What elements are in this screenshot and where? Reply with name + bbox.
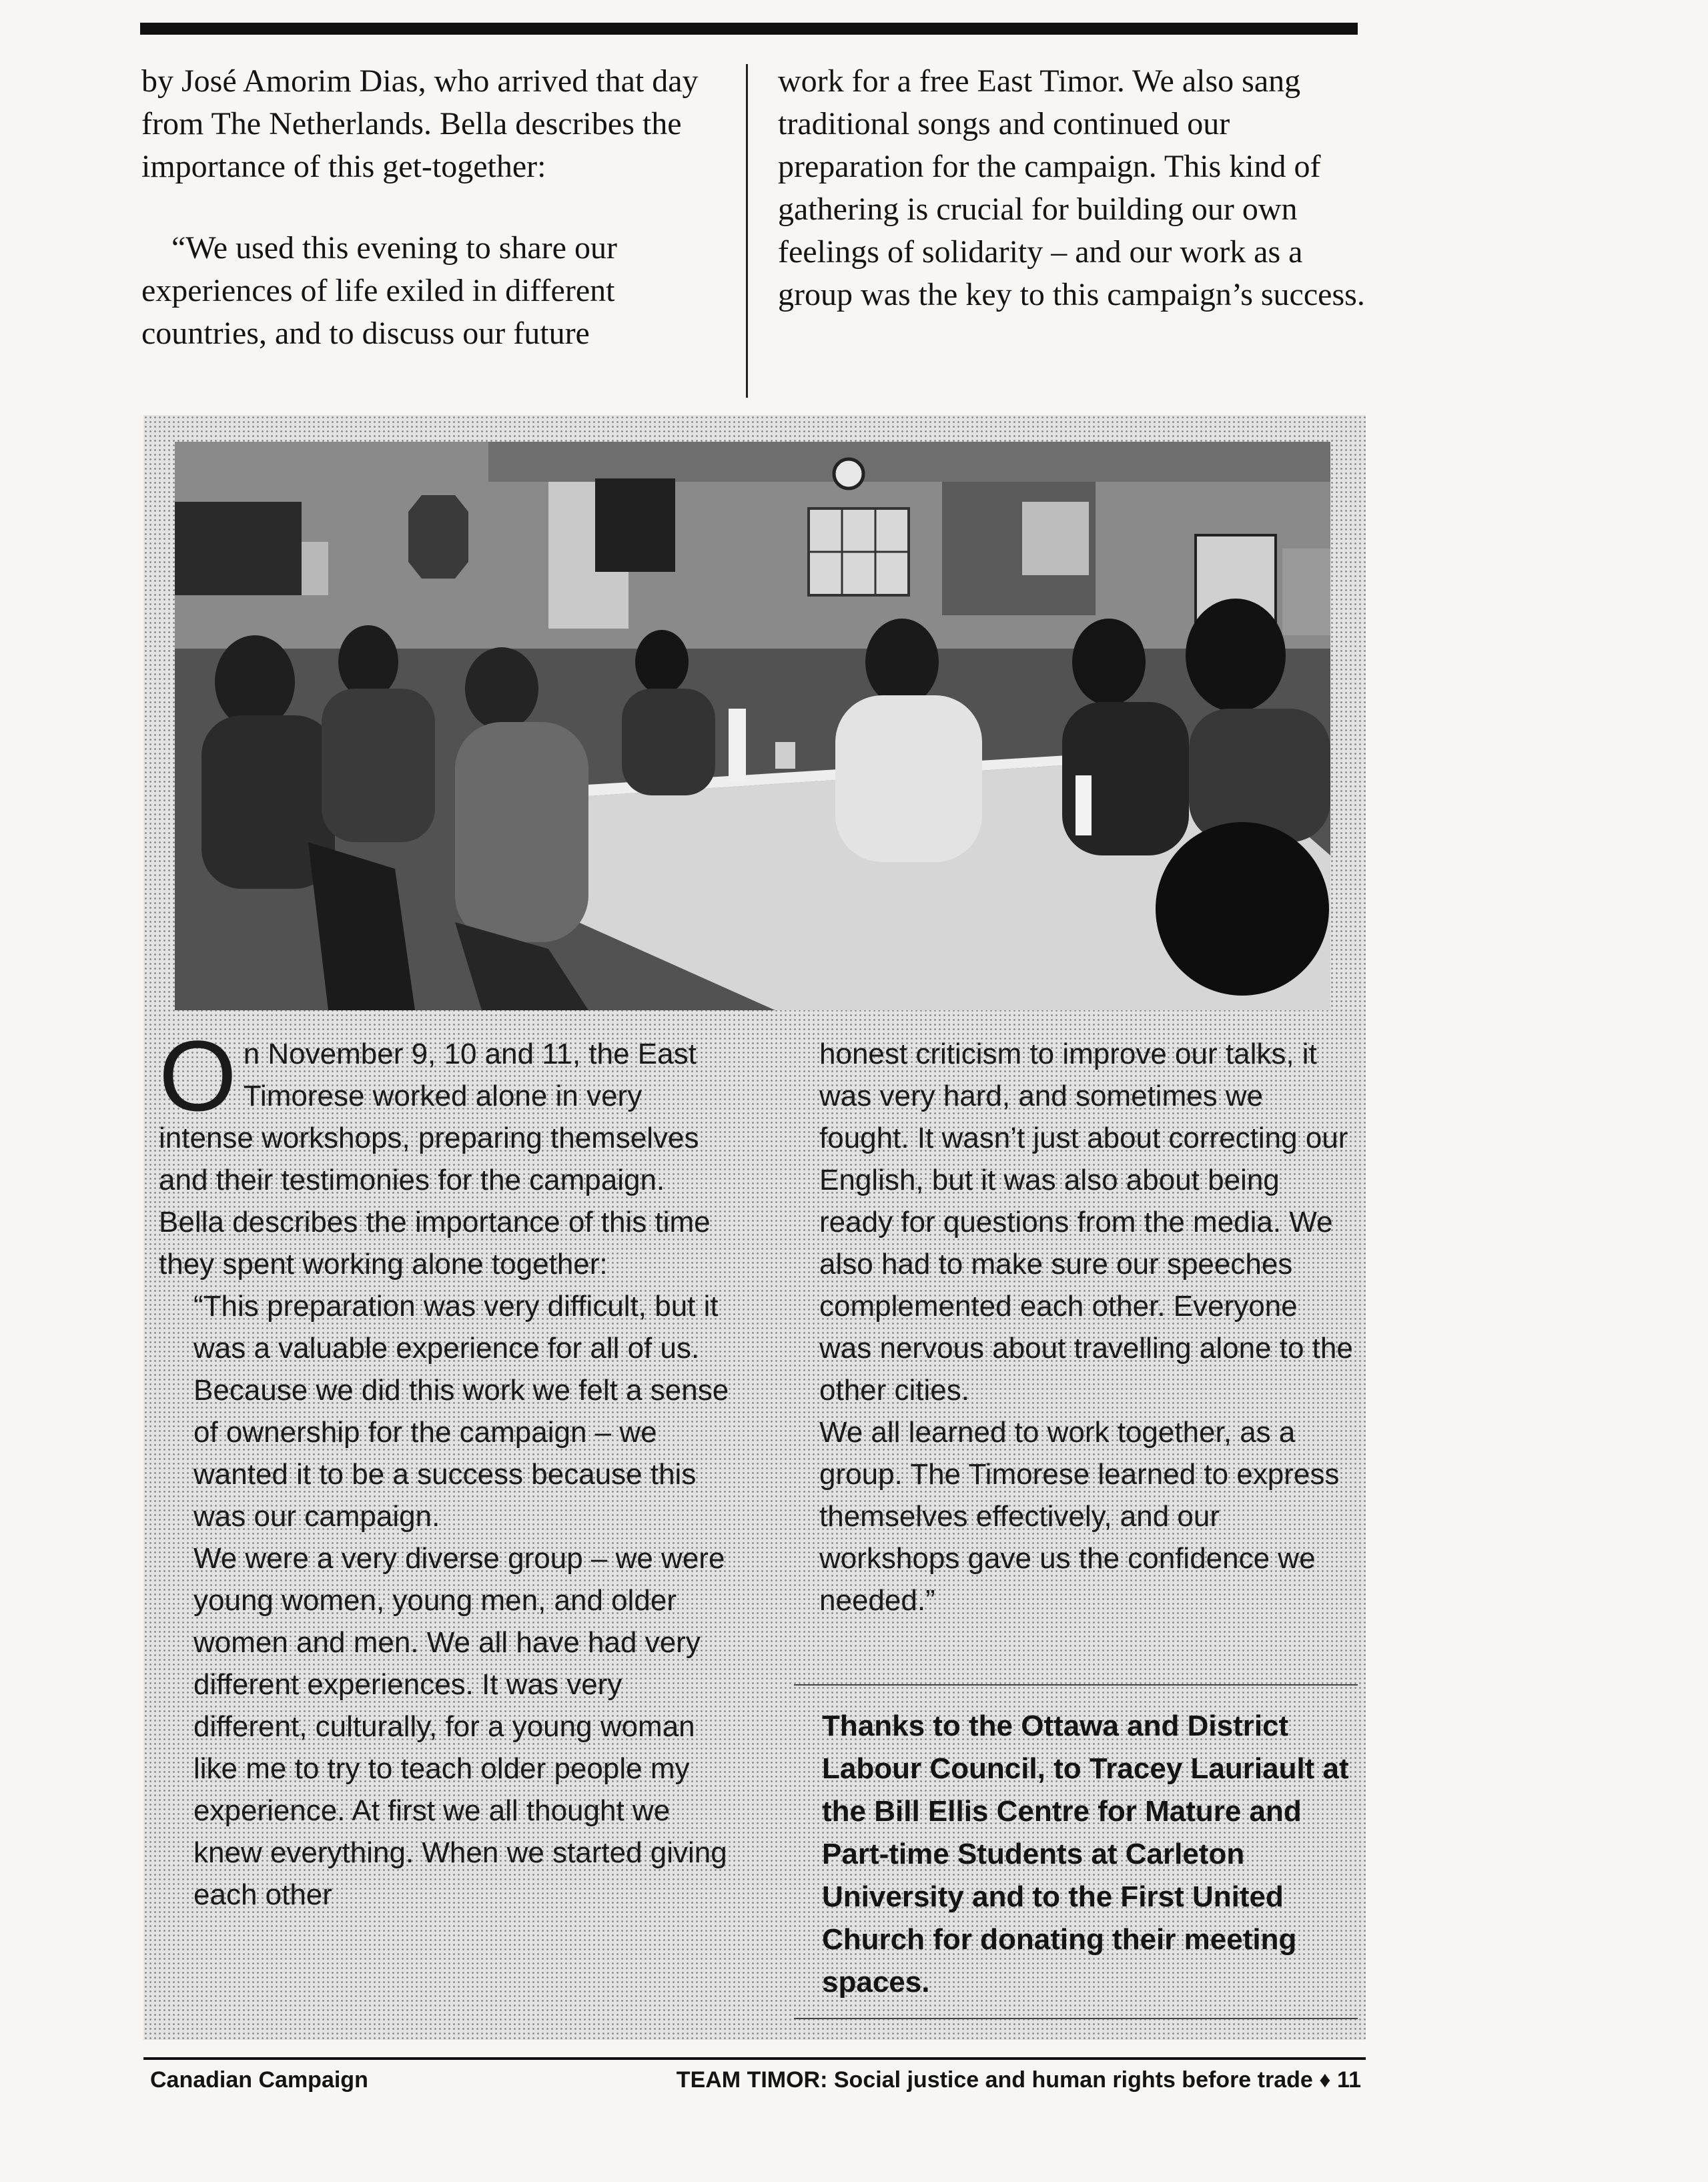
footer-page-title: TEAM TIMOR: Social justice and human rights before trade ♦ 11 (676, 2067, 1361, 2093)
paragraph: by José Amorim Dias, who arrived that day from The Netherlands. Bella describes the importance of this get-together: (141, 63, 699, 184)
footer-rule (143, 2057, 1366, 2060)
top-right-column (778, 60, 1365, 316)
article-intro (159, 1020, 733, 1285)
group-meeting-photo (175, 442, 1330, 1010)
acknowledgement-box: Thanks to the Ottawa and District Labour Council, to Tracey Lauriault at the Bill Ellis Centre for Mature and Part-time Students at Carleton University and to the First United Church for donating their meeting spaces. (822, 1710, 1349, 1998)
quote-block (159, 1285, 733, 1916)
quote-paragraph: honest criticism to improve our talks, it was very hard, and sometimes we fought. It wasn’t just about correcting our English, but it was also about being ready for questions from the media. We also had to make sure our speeches complemented each other. Everyone was nervous about travelling alone to the other cities. (819, 1038, 1353, 1407)
thanks-bottom-rule (794, 2018, 1358, 2019)
drop-cap: O (159, 1020, 237, 1132)
article-left-column (159, 1020, 733, 1916)
quote-paragraph: We were a very diverse group – we were young women, young men, and older women and men. We all have had very different experiences. It was very different, culturally, for a young woman like me to try to teach older people my experience. At first we all thought we knew everything. When we started giving each other (193, 1542, 727, 1911)
thanks-top-rule (794, 1684, 1358, 1686)
column-divider (746, 64, 748, 398)
article-right-column (819, 1033, 1353, 1621)
paragraph: work for a free East Timor. We also sang traditional songs and continued our preparation for the campaign. This kind of gathering is crucial for building our own feelings of solidarity – and our work as a group was the key to this campaign’s success. (778, 63, 1365, 312)
paragraph: “We used this evening to share our experiences of life exiled in different countries, and to discuss our future (141, 230, 617, 351)
top-rule (140, 23, 1358, 35)
quote-paragraph: We all learned to work together, as a group. The Timorese learned to express themselves effectively, and our workshops gave us the confidence we needed.” (819, 1416, 1340, 1617)
top-left-column (141, 60, 715, 355)
intro-text: n November 9, 10 and 11, the East Timorese worked alone in very intense workshops, preparing themselves and their testimonies for the campaign. Bella describes the importance of this time they spent working alone together: (159, 1038, 711, 1281)
quote-paragraph: “This preparation was very difficult, but it was a valuable experience for all of us. Because we did this work we felt a sense of ownership for the campaign – we wanted it to be a success because this was our campaign. (193, 1290, 729, 1533)
footer-section-label: Canadian Campaign (150, 2067, 368, 2093)
photo-illustration (175, 442, 1330, 1010)
